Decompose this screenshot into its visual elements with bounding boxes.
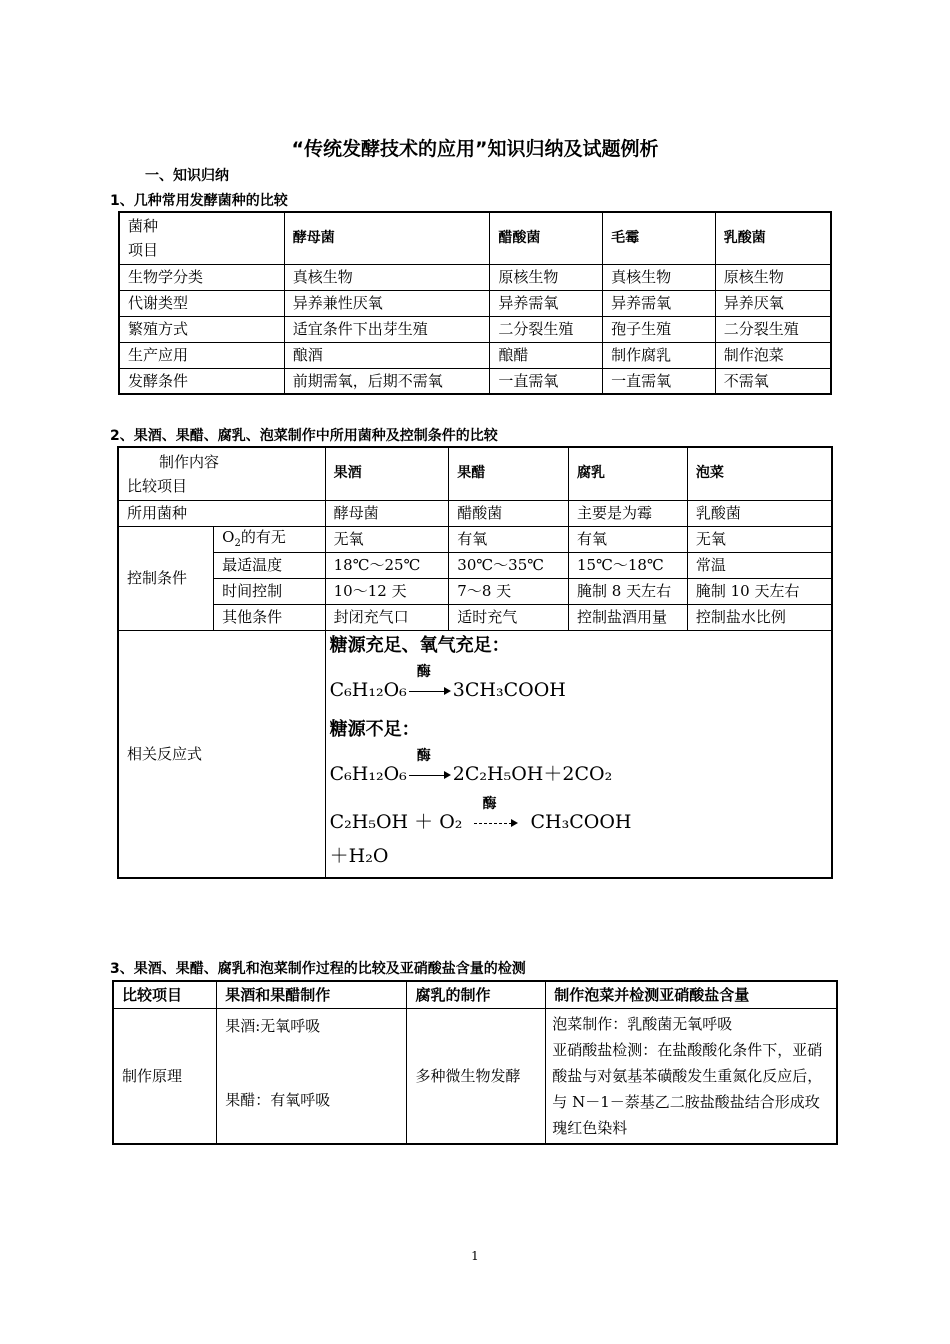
equation: [329, 663, 566, 702]
column-header: 毛霉: [603, 212, 716, 264]
table-row: [118, 604, 832, 630]
table-cell: 异养需氧: [490, 290, 603, 316]
table-cell: 醋酸菌: [449, 500, 569, 526]
pickle-cell: [546, 1008, 837, 1144]
row-label: 制作原理: [113, 1008, 217, 1144]
table-cell: 真核生物: [603, 264, 716, 290]
table-row: [119, 342, 831, 368]
table-cell: 无氧: [687, 526, 832, 552]
row-label: 所用菌种: [118, 500, 325, 526]
table-row: [119, 290, 831, 316]
table-row: [119, 368, 831, 394]
table-cell: 不需氧: [715, 368, 831, 394]
reaction-equations-cell: [325, 630, 832, 878]
table-cell: 封闭充气口: [325, 604, 449, 630]
equation-product: CH₃COOH: [530, 810, 632, 833]
table-cell: 酿醋: [490, 342, 603, 368]
equation: [329, 795, 632, 834]
row-label: 时间控制: [214, 578, 325, 604]
table-row: [118, 578, 832, 604]
table-cell: 一直需氧: [603, 368, 716, 394]
column-header: 果酒和果醋制作: [217, 981, 407, 1008]
equation-reactant: C₂H₅OH ＋ O₂: [329, 810, 463, 833]
table-cell: 腌制 10 天左右: [687, 578, 832, 604]
table-cell: 异养兼性厌氧: [284, 290, 490, 316]
table-cell: 7～8 天: [449, 578, 569, 604]
table2-heading: 2、果酒、果醋、腐乳、泡菜制作中所用菌种及控制条件的比较: [110, 428, 498, 444]
table-cell: 适时充气: [449, 604, 569, 630]
table-row: [119, 264, 831, 290]
enzyme-label: 酶: [416, 663, 431, 680]
reaction-arrow-icon: [409, 663, 451, 698]
table2-corner-cell: [118, 447, 325, 500]
corner-bottom-label: 比较项目: [127, 476, 188, 495]
page-title: “传统发酵技术的应用”知识归纳及试题例析: [291, 138, 659, 160]
table-cell: 30℃～35℃: [449, 552, 569, 578]
column-header: 比较项目: [113, 981, 217, 1008]
enzyme-label: 酶: [416, 747, 431, 764]
table-cell: 异养厌氧: [715, 290, 831, 316]
reaction-arrow-icon: [474, 795, 518, 830]
nitrite-detection-text: 亚硝酸盐检测：在盐酸酸化条件下，亚硝酸盐与对氨基苯磺酸发生重氮化反应后，与 N－1－萘基乙二胺盐酸盐结合形成玫瑰红色染料: [552, 1040, 823, 1137]
row-label: [214, 526, 325, 552]
corner-top-label: 制作内容: [159, 452, 220, 471]
process-comparison-table: [112, 980, 838, 1145]
table-row: [118, 500, 832, 526]
table-cell: 酿酒: [284, 342, 490, 368]
section-heading: 一、知识归纳: [145, 168, 229, 184]
row-label: 繁殖方式: [119, 316, 284, 342]
table-cell: 10～12 天: [325, 578, 449, 604]
equation-reactant: C₆H₁₂O₆: [329, 762, 407, 785]
table-row: [119, 316, 831, 342]
column-header: 醋酸菌: [490, 212, 603, 264]
column-header: 泡菜: [687, 447, 832, 500]
row-group-label: 控制条件: [118, 526, 214, 630]
table-cell: 18℃～25℃: [325, 552, 449, 578]
row-label: 代谢类型: [119, 290, 284, 316]
pickle-principle: 泡菜制作：乳酸菌无氧呼吸: [552, 1014, 733, 1033]
table-cell: 制作腐乳: [603, 342, 716, 368]
column-header: 果酒: [325, 447, 449, 500]
table-cell: 有氧: [569, 526, 688, 552]
row-label: 生产应用: [119, 342, 284, 368]
table-row: [113, 1008, 837, 1144]
table-cell: 适宜条件下出芽生殖: [284, 316, 490, 342]
row-label: 生物学分类: [119, 264, 284, 290]
reaction-equations: [326, 631, 831, 877]
condition-text: 糖源充足、氧气充足：: [329, 634, 510, 656]
column-header: 果醋: [449, 447, 569, 500]
table1-heading: 1、几种常用发酵菌种的比较: [110, 193, 288, 209]
table-cell: 多种微生物发酵: [407, 1008, 546, 1144]
table-cell: 主要是为霉: [569, 500, 688, 526]
strain-comparison-table: [118, 211, 832, 395]
equation-reactant: C₆H₁₂O₆: [329, 678, 407, 701]
row-label: 发酵条件: [119, 368, 284, 394]
table-row: [118, 526, 832, 552]
table1-corner-cell: [119, 212, 284, 264]
table-cell: 无氧: [325, 526, 449, 552]
table-cell: 孢子生殖: [603, 316, 716, 342]
table-cell: 腌制 8 天左右: [569, 578, 688, 604]
row-label: 其他条件: [214, 604, 325, 630]
table-cell: 二分裂生殖: [715, 316, 831, 342]
equation-product: 3CH₃COOH: [452, 678, 566, 701]
column-header: 制作泡菜并检测亚硝酸盐含量: [546, 981, 837, 1008]
table-cell: 原核生物: [715, 264, 831, 290]
table-row: [118, 630, 832, 878]
table-cell: 控制盐酒用量: [569, 604, 688, 630]
row-label: 最适温度: [214, 552, 325, 578]
table-cell: 酵母菌: [325, 500, 449, 526]
wine-vinegar-cell: [217, 1008, 407, 1144]
table3-heading: 3、果酒、果醋、腐乳和泡菜制作过程的比较及亚硝酸盐含量的检测: [110, 961, 526, 977]
column-header: 乳酸菌: [715, 212, 831, 264]
equation-product: 2C₂H₅OH＋2CO₂: [452, 762, 613, 785]
corner-bottom-label: 项目: [128, 241, 159, 260]
table-cell: 二分裂生殖: [490, 316, 603, 342]
wine-principle: 果酒:无氧呼吸: [225, 1016, 321, 1035]
row-label: 相关反应式: [118, 630, 325, 878]
table-cell: 有氧: [449, 526, 569, 552]
vinegar-principle: 果醋：有氧呼吸: [225, 1090, 331, 1109]
condition-text: 糖源不足：: [329, 718, 420, 740]
table-cell: 一直需氧: [490, 368, 603, 394]
table-cell: 异养需氧: [603, 290, 716, 316]
table-cell: 控制盐水比例: [687, 604, 832, 630]
table-cell: 制作泡菜: [715, 342, 831, 368]
oxygen-label-subscript: 2: [234, 538, 241, 549]
column-header: 酵母菌: [284, 212, 490, 264]
table-cell: 真核生物: [284, 264, 490, 290]
table-cell: 前期需氧，后期不需氧: [284, 368, 490, 394]
equation: [329, 747, 613, 786]
table-cell: 常温: [687, 552, 832, 578]
equation-continuation: ＋H₂O: [329, 844, 389, 867]
oxygen-label-text: 的有无: [240, 528, 286, 546]
table-cell: 乳酸菌: [687, 500, 832, 526]
table-cell: 原核生物: [490, 264, 603, 290]
column-header: 腐乳的制作: [407, 981, 546, 1008]
column-header: 腐乳: [569, 447, 688, 500]
oxygen-label-symbol: O: [222, 528, 235, 546]
reaction-arrow-icon: [409, 747, 451, 782]
corner-top-label: 菌种: [128, 217, 159, 236]
production-comparison-table: [117, 446, 833, 879]
enzyme-label: 酶: [482, 795, 497, 812]
table-cell: 15℃～18℃: [569, 552, 688, 578]
page-number: 1: [471, 1249, 479, 1263]
table-row: [118, 552, 832, 578]
